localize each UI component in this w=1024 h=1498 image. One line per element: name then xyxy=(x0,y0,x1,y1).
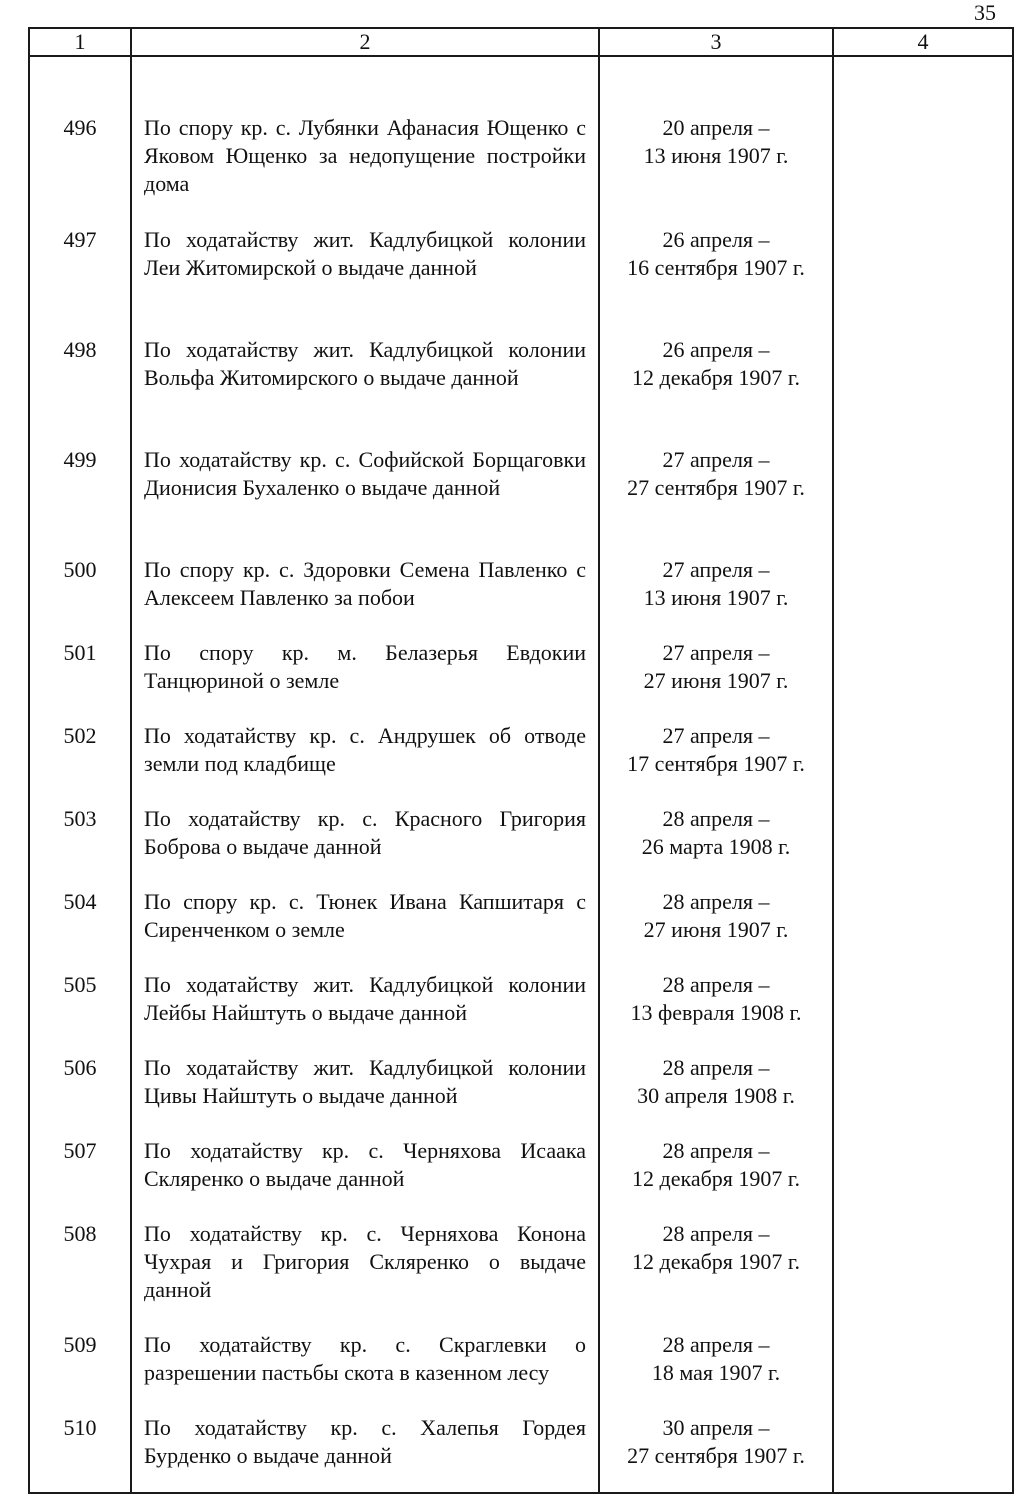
row-note xyxy=(833,1193,1013,1304)
row-number: 504 xyxy=(29,861,131,944)
date-start: 27 апреля – xyxy=(662,557,770,582)
date-end: 13 июня 1907 г. xyxy=(643,585,789,610)
row-dates xyxy=(599,1110,833,1193)
row-number: 507 xyxy=(29,1110,131,1193)
row-number: 508 xyxy=(29,1193,131,1304)
row-note xyxy=(833,419,1013,529)
row-note xyxy=(833,1110,1013,1193)
row-description: По спору кр. с. Тюнек Ивана Капшитаря с Сиренченком о земле xyxy=(131,861,599,944)
date-start: 28 апреля – xyxy=(662,1138,770,1163)
date-end: 12 декабря 1907 г. xyxy=(632,365,800,390)
date-end: 27 июня 1907 г. xyxy=(643,917,789,942)
date-end: 26 марта 1908 г. xyxy=(641,834,791,859)
date-start: 28 апреля – xyxy=(662,1332,770,1357)
table-row xyxy=(29,861,1013,944)
row-description: По ходатайству кр. с. Черняхова Конона Чухрая и Григория Скляренко о выдаче данной xyxy=(131,1193,599,1304)
date-start: 26 апреля – xyxy=(662,337,770,362)
column-header-1: 1 xyxy=(29,28,131,56)
date-end: 16 сентября 1907 г. xyxy=(627,255,805,280)
row-note xyxy=(833,199,1013,309)
row-dates xyxy=(599,612,833,695)
row-number: 509 xyxy=(29,1304,131,1387)
table-row xyxy=(29,1387,1013,1493)
table-row xyxy=(29,612,1013,695)
table-row xyxy=(29,1110,1013,1193)
row-description: По ходатайству кр. с. Халепья Гордея Бурденко о выдаче данной xyxy=(131,1387,599,1493)
table-row xyxy=(29,529,1013,612)
date-start: 27 апреля – xyxy=(662,447,770,472)
column-header-2: 2 xyxy=(131,28,599,56)
row-note xyxy=(833,1027,1013,1110)
date-end: 17 сентября 1907 г. xyxy=(627,751,805,776)
row-number: 496 xyxy=(29,56,131,199)
row-number: 505 xyxy=(29,944,131,1027)
row-dates xyxy=(599,1193,833,1304)
date-end: 27 сентября 1907 г. xyxy=(627,1443,805,1468)
row-note xyxy=(833,612,1013,695)
table-row xyxy=(29,1304,1013,1387)
date-start: 28 апреля – xyxy=(662,1055,770,1080)
row-dates xyxy=(599,944,833,1027)
row-note xyxy=(833,861,1013,944)
row-number: 501 xyxy=(29,612,131,695)
header-row xyxy=(29,28,1013,56)
row-description: По спору кр. с. Лубянки Афанасия Ющенко с Яковом Ющенко за недопущение постройки дома xyxy=(131,56,599,199)
column-header-3: 3 xyxy=(599,28,833,56)
row-note xyxy=(833,529,1013,612)
archive-table xyxy=(28,27,1014,1494)
row-number: 502 xyxy=(29,695,131,778)
row-note xyxy=(833,695,1013,778)
date-start: 27 апреля – xyxy=(662,640,770,665)
date-end: 12 декабря 1907 г. xyxy=(632,1166,800,1191)
row-description: По ходатайству жит. Кадлубицкой колонии Цивы Найштуть о выдаче данной xyxy=(131,1027,599,1110)
column-header-4: 4 xyxy=(833,28,1013,56)
table-row xyxy=(29,419,1013,529)
row-number: 500 xyxy=(29,529,131,612)
date-start: 28 апреля – xyxy=(662,1221,770,1246)
row-number: 498 xyxy=(29,309,131,419)
row-note xyxy=(833,309,1013,419)
page-number: 35 xyxy=(974,0,996,25)
row-note xyxy=(833,1387,1013,1493)
row-description: По ходатайству кр. с. Черняхова Исаака Скляренко о выдаче данной xyxy=(131,1110,599,1193)
table-row xyxy=(29,695,1013,778)
row-dates xyxy=(599,1387,833,1493)
table-row xyxy=(29,1193,1013,1304)
row-number: 506 xyxy=(29,1027,131,1110)
row-dates xyxy=(599,695,833,778)
date-end: 30 апреля 1908 г. xyxy=(637,1083,795,1108)
row-number: 499 xyxy=(29,419,131,529)
row-description: По ходатайству жит. Кадлубицкой колонии Вольфа Житомирского о выдаче данной xyxy=(131,309,599,419)
row-dates xyxy=(599,199,833,309)
table-header xyxy=(29,28,1013,56)
table-row xyxy=(29,778,1013,861)
date-end: 18 мая 1907 г. xyxy=(651,1360,781,1385)
row-number: 497 xyxy=(29,199,131,309)
row-number: 503 xyxy=(29,778,131,861)
date-start: 28 апреля – xyxy=(662,889,770,914)
row-note xyxy=(833,56,1013,199)
date-start: 28 апреля – xyxy=(662,972,770,997)
row-dates xyxy=(599,529,833,612)
date-end: 27 июня 1907 г. xyxy=(643,668,789,693)
table-row xyxy=(29,56,1013,199)
date-end: 13 июня 1907 г. xyxy=(643,143,789,168)
row-description: По ходатайству кр. с. Скраглевки о разрешении пастьбы скота в казенном лесу xyxy=(131,1304,599,1387)
row-dates xyxy=(599,1304,833,1387)
row-description: По ходатайству кр. с. Софийской Борщаговки Дионисия Бухаленко о выдаче данной xyxy=(131,419,599,529)
row-description: По ходатайству кр. с. Красного Григория Боброва о выдаче данной xyxy=(131,778,599,861)
row-description: По ходатайству жит. Кадлубицкой колонии Леи Житомирской о выдаче данной xyxy=(131,199,599,309)
row-dates xyxy=(599,56,833,199)
table-row xyxy=(29,944,1013,1027)
table-body xyxy=(29,56,1013,1493)
date-start: 20 апреля – xyxy=(662,115,770,140)
row-description: По ходатайству жит. Кадлубицкой колонии Лейбы Найштуть о выдаче данной xyxy=(131,944,599,1027)
row-note xyxy=(833,778,1013,861)
date-end: 13 февраля 1908 г. xyxy=(630,1000,802,1025)
date-start: 27 апреля – xyxy=(662,723,770,748)
row-description: По спору кр. м. Белазерья Евдокии Танцюриной о земле xyxy=(131,612,599,695)
date-start: 30 апреля – xyxy=(662,1415,770,1440)
date-end: 12 декабря 1907 г. xyxy=(632,1249,800,1274)
row-dates xyxy=(599,861,833,944)
row-number: 510 xyxy=(29,1387,131,1493)
row-description: По ходатайству кр. с. Андрушек об отводе земли под кладбище xyxy=(131,695,599,778)
table-row xyxy=(29,199,1013,309)
row-dates xyxy=(599,778,833,861)
table-row xyxy=(29,1027,1013,1110)
row-note xyxy=(833,944,1013,1027)
row-dates xyxy=(599,309,833,419)
row-dates xyxy=(599,419,833,529)
row-note xyxy=(833,1304,1013,1387)
date-start: 28 апреля – xyxy=(662,806,770,831)
row-description: По спору кр. с. Здоровки Семена Павленко с Алексеем Павленко за побои xyxy=(131,529,599,612)
table-row xyxy=(29,309,1013,419)
date-end: 27 сентября 1907 г. xyxy=(627,475,805,500)
row-dates xyxy=(599,1027,833,1110)
date-start: 26 апреля – xyxy=(662,227,770,252)
